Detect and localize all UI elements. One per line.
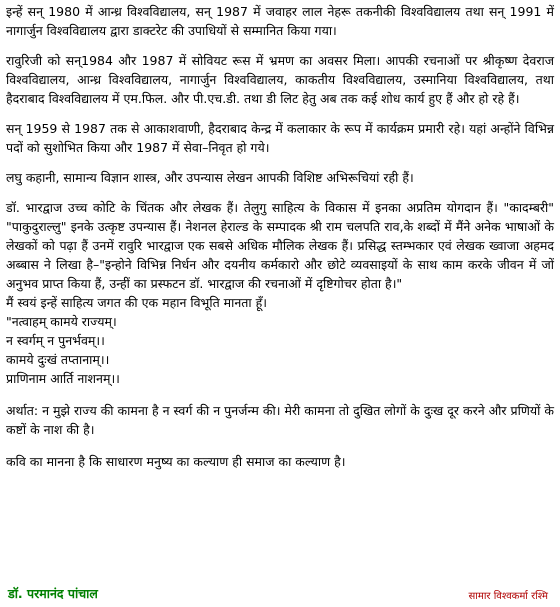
- verse-line: न स्वर्गम् न पुनर्भवम्।।: [6, 333, 105, 348]
- source-credit: सामार विश्वकर्मा रश्मि: [468, 591, 548, 602]
- author-name: डॉ. परमानंद पांचाल: [8, 586, 98, 601]
- paragraph-doctorates: इन्हें सन् 1980 में आन्ध्र विश्वविद्यालय, सन् 1987 में जवाहर लाल नेहरू तकनीकी विश्वविद्यालय तथा सन् 1991 में नागार्जुन विश्वविद्यालय द्वारा डाक्टरेट की उपाधियों से सम्मानित किया गया।: [6, 4, 554, 38]
- paragraph-akashvani: सन् 1959 से 1987 तक से आकाशवाणी, हैदराबाद केन्द्र में कलाकार के रूप में कार्यक्रम प्रमारी रहे। यहां अन्होंने विभिन्न पदों को सुशोभित किया और 1987 में सेवा–निवृत हो गये।: [6, 121, 554, 155]
- verse-line: "नत्वाहम् कामये राज्यम्।: [6, 314, 117, 329]
- footer: [8, 585, 554, 603]
- paragraph-conclusion: कवि का मानना है कि साधारण मनुष्य का कल्याण ही समाज का कल्याण है।: [6, 454, 346, 469]
- sanskrit-verse: [6, 312, 554, 388]
- intro-line: मैं स्वयं इन्हें साहित्य जगत की एक महान विभूति मानता हूँ।: [6, 295, 268, 310]
- verse-line: कामये दुःखं तप्तानाम्।।: [6, 352, 110, 367]
- paragraph-interests: लघु कहानी, सामान्य विज्ञान शास्त्र, और उपन्यास लेखन आपकी विशिष्ट अभिरूचियां रही हैं।: [6, 170, 414, 185]
- paragraph-research: रावुरिजी को सन्1984 और 1987 में सोवियट रूस में भ्रमण का अवसर मिला। आपकी रचनाओं पर श्रीकृष्ण देवराज विश्वविद्यालय, आन्ध्र विश्वविद्यालय, नागार्जुन विश्वविद्यालय, काकतीय विश्वविद्यालय, उस्मानिया विश्वविद्यालय, तथा हैदराबाद विश्वविद्यालय में एम.फिल. और पी.एच.डी. तथा डी लिट हेतु अब तक कई शोध कार्य हुए हैं और हो रहे हैं।: [6, 53, 554, 106]
- verse-line: प्राणिनाम आर्ति नाशनम्।।: [6, 371, 120, 386]
- paragraph-meaning: अर्थात: न मुझे राज्य की कामना है न स्वर्ग की न पुनर्जन्म की। मेरी कामना तो दुखित लोगों के दुःख दूर करने और प्रणियों के कष्टों के नाश की है।: [6, 403, 554, 437]
- paragraph-bharadwaj: डॉ. भारद्वाज उच्च कोटि के चिंतक और लेखक हैं। तेलुगु साहित्य के विकास में इनका अप्रतिम योगदान हैं। "कादम्बरी" "पाकुदुराल्लु" इनके उत्कृष्ट उपन्यास हैं। नेशनल हेराल्ड के सम्पादक श्री राम चलपति राव,के शब्दों में मैंने अनेक भाषाओं के लेखकों को पढ़ा हैं उनमें रावुरि भारद्वाज एक सबसे अधिक मौलिक लेखक हैं। प्रसिद्ध स्तम्भकार एवं लेखक ख्वाजा अहमद अब्बास ने लिखा है–"इन्होने विभिन्न निर्धन और दयनीय कर्मकारो और छोटे व्यवसाइयों के साथ काम करके जीवन में जों अनुभव प्राप्त किया हैं, उन्हीं का प्रस्फटन डॉ. भारद्वाज की रचनाओं में दृष्टिगोचर होता है।": [6, 200, 554, 291]
